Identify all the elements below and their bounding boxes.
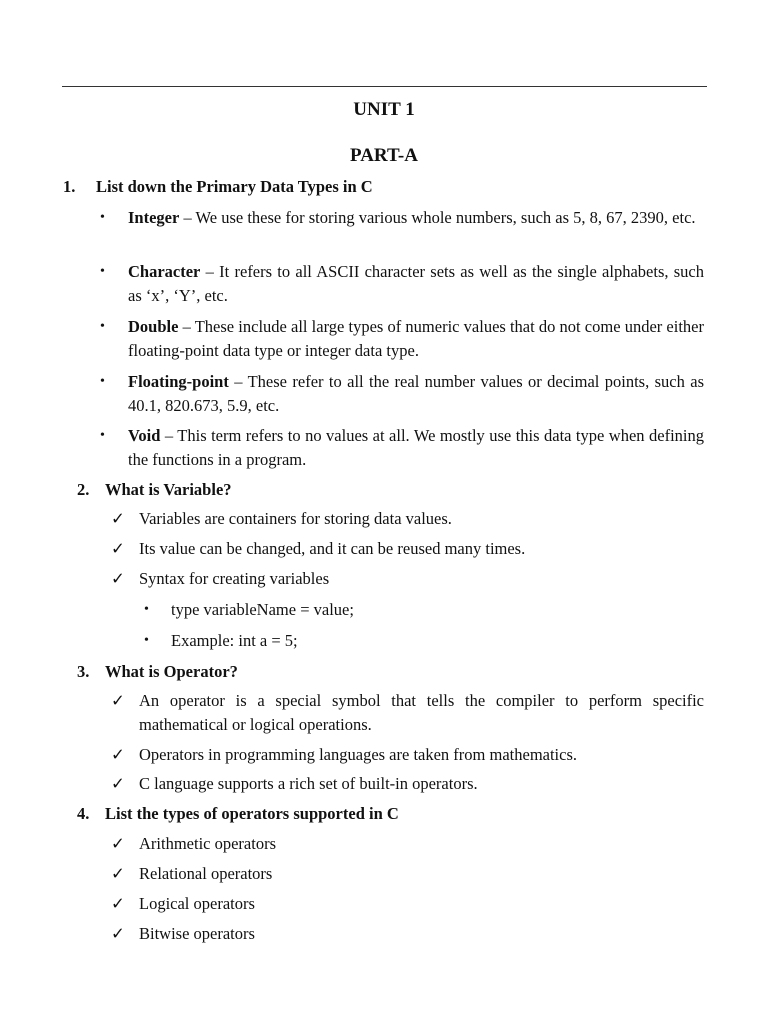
question-4-heading xyxy=(77,802,399,826)
bullet-icon: • xyxy=(100,428,105,443)
term: Void xyxy=(128,426,161,445)
checkmark-icon: ✓ xyxy=(111,834,125,853)
term: Integer xyxy=(128,208,180,227)
list-item-text xyxy=(128,424,704,472)
question-number: 1. xyxy=(63,177,76,196)
checkmark-icon: ✓ xyxy=(111,539,125,558)
checkmark-icon: ✓ xyxy=(111,864,125,883)
term: Double xyxy=(128,317,179,336)
bullet-icon: • xyxy=(100,210,105,225)
question-number: 4. xyxy=(77,804,90,823)
question-1-heading xyxy=(63,175,373,199)
term: Floating-point xyxy=(128,372,229,391)
list-item-text: Operators in programming languages are taken from mathematics. xyxy=(139,745,578,764)
list-item-text: Logical operators xyxy=(139,894,255,913)
definition: – This term refers to no values at all. We mostly use this data type when defining the functions in a program. xyxy=(128,426,704,469)
definition: – These include all large types of numeric values that do not come under either floating-point data type or integer data type. xyxy=(128,317,704,360)
bullet-icon: • xyxy=(100,319,105,334)
definition: – These refer to all the real number values or decimal points, such as 40.1, 820.673, 5.9, etc. xyxy=(128,372,704,415)
bullet-icon: • xyxy=(100,374,105,389)
list-item-text: Example: int a = 5; xyxy=(171,631,298,650)
unit-title: UNIT 1 xyxy=(353,99,415,120)
bullet-icon: • xyxy=(100,264,105,279)
checkmark-icon: ✓ xyxy=(111,924,125,943)
question-3-heading xyxy=(77,660,238,684)
checkmark-icon: ✓ xyxy=(111,894,125,913)
question-number: 2. xyxy=(77,480,90,499)
checkmark-icon: ✓ xyxy=(111,774,125,793)
term: Character xyxy=(128,262,201,281)
list-item-text xyxy=(128,206,704,230)
list-item-text: Bitwise operators xyxy=(139,924,255,943)
checkmark-icon: ✓ xyxy=(111,569,125,588)
definition: – It refers to all ASCII character sets as well as the single alphabets, such as ‘x’, ‘Y’, etc. xyxy=(128,262,704,305)
bullet-icon: • xyxy=(144,602,149,617)
part-title: PART-A xyxy=(350,145,418,166)
checkmark-icon: ✓ xyxy=(111,509,125,528)
list-item-text xyxy=(128,315,704,363)
question-2-heading xyxy=(77,478,232,502)
list-item-text: Its value can be changed, and it can be reused many times. xyxy=(139,539,526,558)
checkmark-icon: ✓ xyxy=(111,691,125,710)
list-item-text: Arithmetic operators xyxy=(139,834,276,853)
question-title: List down the Primary Data Types in C xyxy=(96,177,373,196)
list-item-text: C language supports a rich set of built-in operators. xyxy=(139,774,478,793)
question-title: What is Operator? xyxy=(105,662,238,681)
list-item-text: Variables are containers for storing data values. xyxy=(139,509,452,528)
list-item-text xyxy=(128,370,704,418)
question-title: What is Variable? xyxy=(105,480,232,499)
checkmark-icon: ✓ xyxy=(111,745,125,764)
header-rule xyxy=(62,86,707,87)
list-item-text: type variableName = value; xyxy=(171,600,354,619)
list-item-text: An operator is a special symbol that tells the compiler to perform specific mathematical or logical operations. xyxy=(139,691,704,734)
question-title: List the types of operators supported in C xyxy=(105,804,399,823)
list-item-text xyxy=(128,260,704,308)
bullet-icon: • xyxy=(144,633,149,648)
question-number: 3. xyxy=(77,662,90,681)
definition: – We use these for storing various whole numbers, such as 5, 8, 67, 2390, etc. xyxy=(179,208,696,227)
list-item-text: Syntax for creating variables xyxy=(139,569,330,588)
list-item-text: Relational operators xyxy=(139,864,273,883)
